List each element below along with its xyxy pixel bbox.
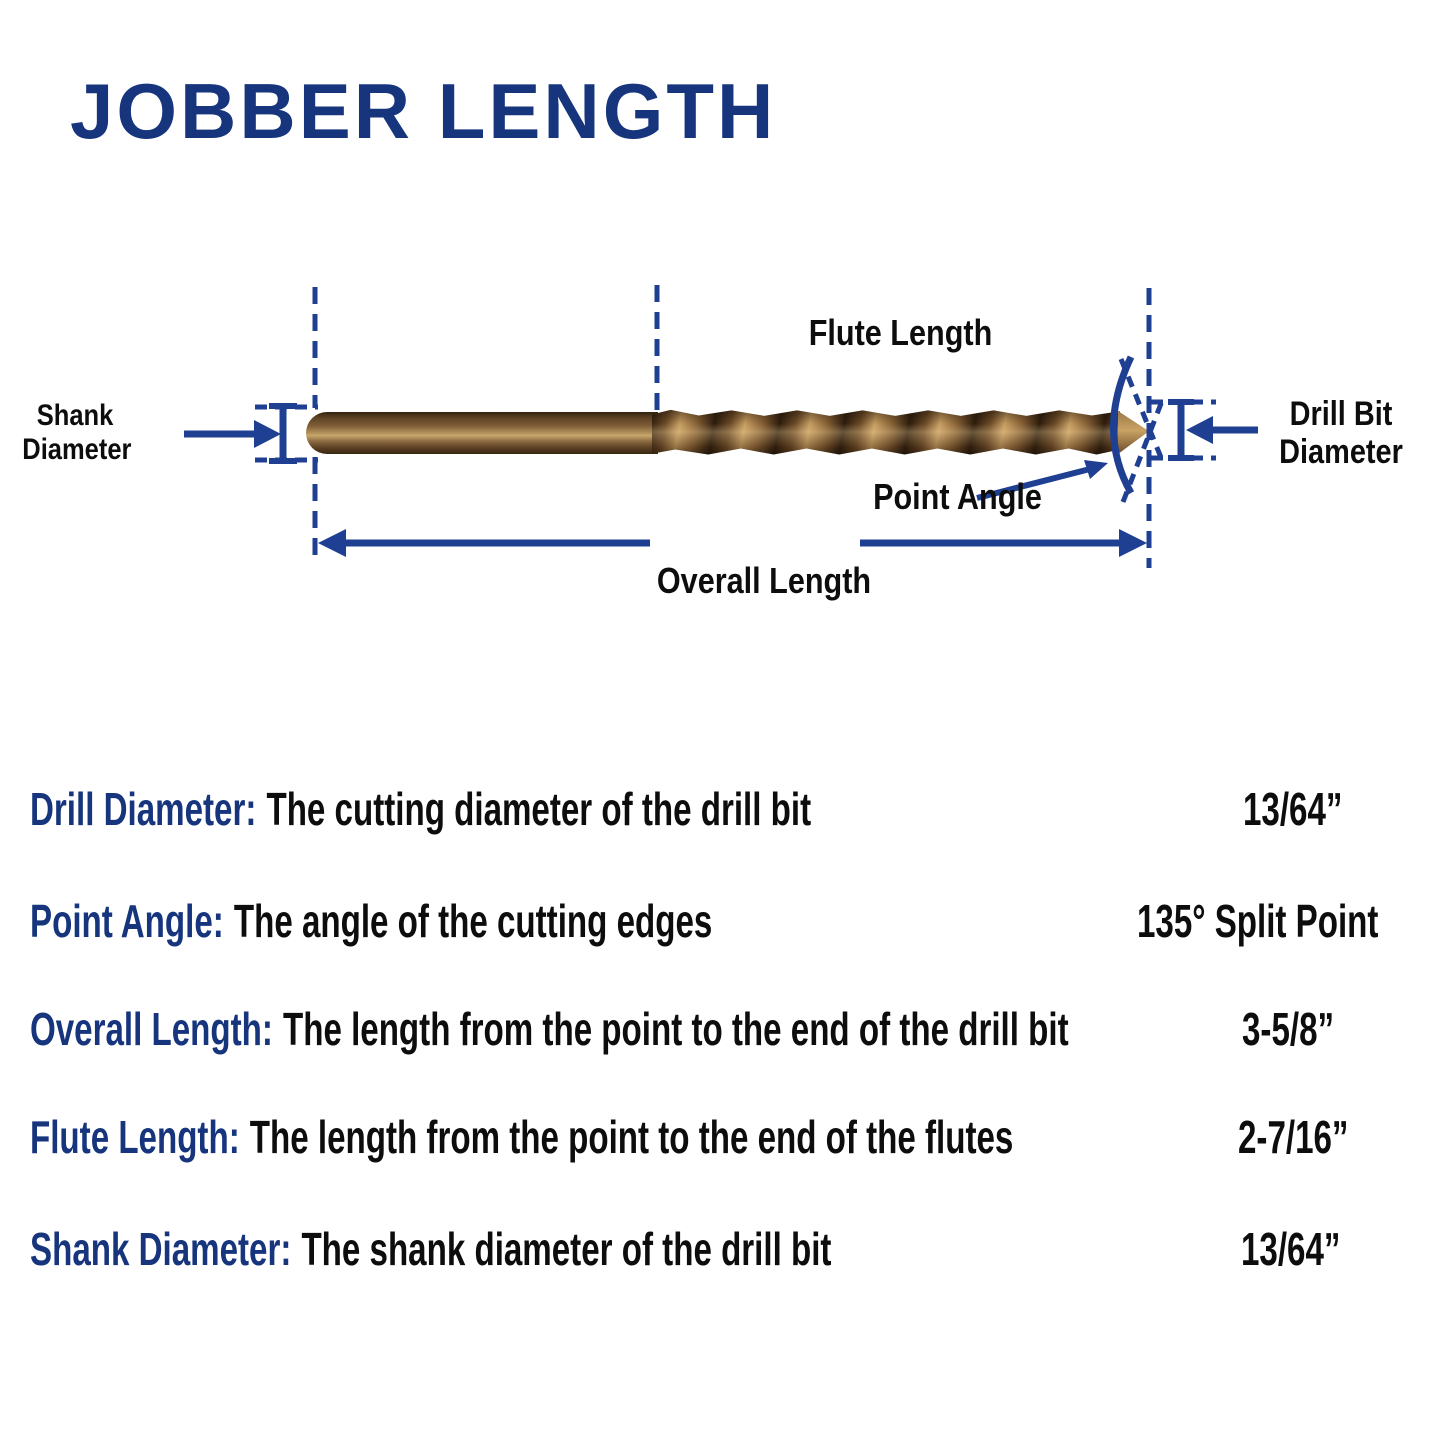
spec-description: The length from the point to the end of the drill bit [283, 1003, 1069, 1055]
point-angle-arrowhead [1084, 460, 1108, 479]
spec-label: Flute Length: [30, 1111, 240, 1163]
spec-value-flute-length: 2-7/16” [1238, 1111, 1349, 1163]
point-angle-label: Point Angle [873, 476, 1042, 517]
shank-diameter-arrowhead [254, 420, 281, 448]
spec-label: Point Angle: [30, 895, 224, 947]
page-title: JOBBER LENGTH [70, 67, 777, 155]
spec-value-shank-diameter: 13/64” [1241, 1223, 1341, 1275]
drill-bit-diameter-label [1267, 395, 1415, 471]
shank-diameter-label-line2: Diameter [22, 432, 132, 466]
spec-label: Shank Diameter: [30, 1223, 292, 1275]
drill-bit-diameter-label-line2: Diameter [1279, 433, 1403, 472]
spec-description: The angle of the cutting edges [233, 895, 713, 947]
overall-length-right-arrowhead [1119, 529, 1147, 557]
bit-diameter-arrowhead [1186, 416, 1213, 444]
spec-value-drill-diameter: 13/64” [1243, 783, 1343, 835]
spec-label: Drill Diameter: [30, 783, 257, 835]
overall-length-left-arrowhead [318, 529, 346, 557]
spec-value-point-angle: 135° Split Point [1137, 895, 1379, 947]
spec-row-drill-diameter [30, 782, 811, 836]
spec-description: The cutting diameter of the drill bit [266, 783, 812, 835]
overall-length-label: Overall Length [656, 560, 872, 601]
flute-length-label: Flute Length [808, 312, 993, 353]
spec-row-point-angle [30, 894, 712, 948]
spec-row-overall-length [30, 1002, 1069, 1056]
spec-row-shank-diameter [30, 1222, 831, 1276]
shank-diameter-label [22, 399, 132, 466]
spec-description: The length from the point to the end of the flutes [249, 1111, 1014, 1163]
drill-bit-diameter-label-line1: Drill Bit [1289, 395, 1393, 433]
shank-diameter-label-line1: Shank [36, 399, 114, 432]
spec-description: The shank diameter of the drill bit [301, 1223, 832, 1275]
spec-label: Overall Length: [30, 1003, 273, 1055]
spec-value-overall-length: 3-5/8” [1242, 1003, 1335, 1055]
spec-row-flute-length [30, 1110, 1013, 1164]
